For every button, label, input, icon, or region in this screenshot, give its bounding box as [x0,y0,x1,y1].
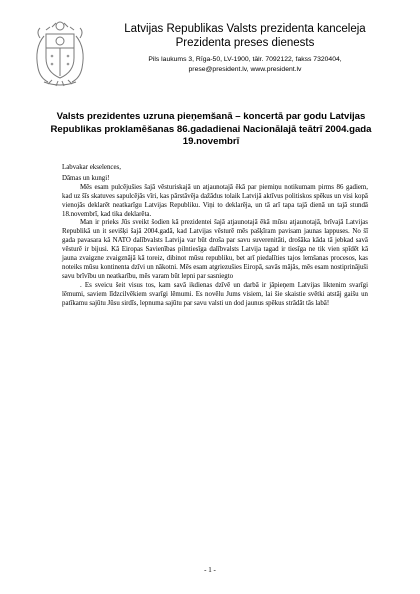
greeting-line: Labvakar ekselences, [62,164,121,171]
speech-body [62,164,368,309]
letterhead [100,22,390,75]
email-web-line: prese@president.lv, www.president.lv [188,66,302,73]
document-title: Valsts prezidentes uzruna pieņemšanā – koncertā par godu Latvijas Republikas proklamēšanas 86.gadadienai Nacionālajā teātrī 2004.gada 19.novembrī [50,111,372,147]
address-line: Pils laukums 3, Rīga-50, LV-1900, tālr. 7092122, fakss 7320404, [148,56,342,63]
organization-name: Latvijas Republikas Valsts prezidenta kanceleja [124,23,366,35]
department-name: Prezidenta preses dienests [175,37,315,49]
paragraph: Mēs esam pulcējušies šajā vēsturiskajā un atjaunotajā ēkā par piemiņu notikumam pirms 86 gadiem, kad uz šīs skatuves sapulcējās vīri, kas pārstāvēja dažādus tolaik Latvijā aktīvus politiskos spēkus un visi kopā vienojās deklarēt neatkarīgu Latvijas Republiku. Viņi to deklarēja, un tā arī tapa tajā dienā un tajā stundā 18.novembrī, kad tika deklarēta. [62,183,368,218]
paragraph: . Es sveicu šeit visus tos, kam savā ikdienas dzīvē un darbā ir jāpieņem Latvijas liktenim svarīgi lēmumi, saviem līdzcilvēkiem svarīgi lēmumi. Es novēlu Jums visiem, lai šie skaistie svētki atstāj gaišu un patīkamu sajūtu Jūsu sirdīs, lepnuma sajūtu par savu valsti un dod jaunus spēkus strādāt tās labā! [62,281,368,307]
greeting-line: Dāmas un kungi! [62,174,110,182]
page-number: - 1 - [204,566,216,574]
contact-info [100,55,390,75]
latvian-coat-of-arms-icon [30,18,90,90]
paragraph: Man ir prieks Jūs sveikt šodien kā prezidentei šajā atjaunotajā ēkā mūsu atjaunotajā, brīvajā Latvijas Republikā un it sevišķi šajā 2004.gadā, kad Latvijas vēsturē mēs pašķīram pavisam jaunas lappuses. No šī gada pavasara kā NATO dalībvalsts Latvija var būt droša par savu suverenitāti, drošāka kāda tā jebkad savā vēsturē ir bijusi. Kā Eiropas Savienības pilntiesīga dalībvalsts Latvija tagad ir tiesīga ne tik vien spīdēt kā jauna zvaigzne zvaigznājā kā toreiz, dibinot mūsu republiku, bet arī piedalīties tajos lemšanas procesos, kas noteiks mūsu kontinenta dzīvi un nākotni. Mēs esam atgriezušies Eiropā, savās mājās, mēs esam nostiprinājuši savu brīvību un neatkarību, mēs varam būt lepni par sasniegto [62,219,368,280]
